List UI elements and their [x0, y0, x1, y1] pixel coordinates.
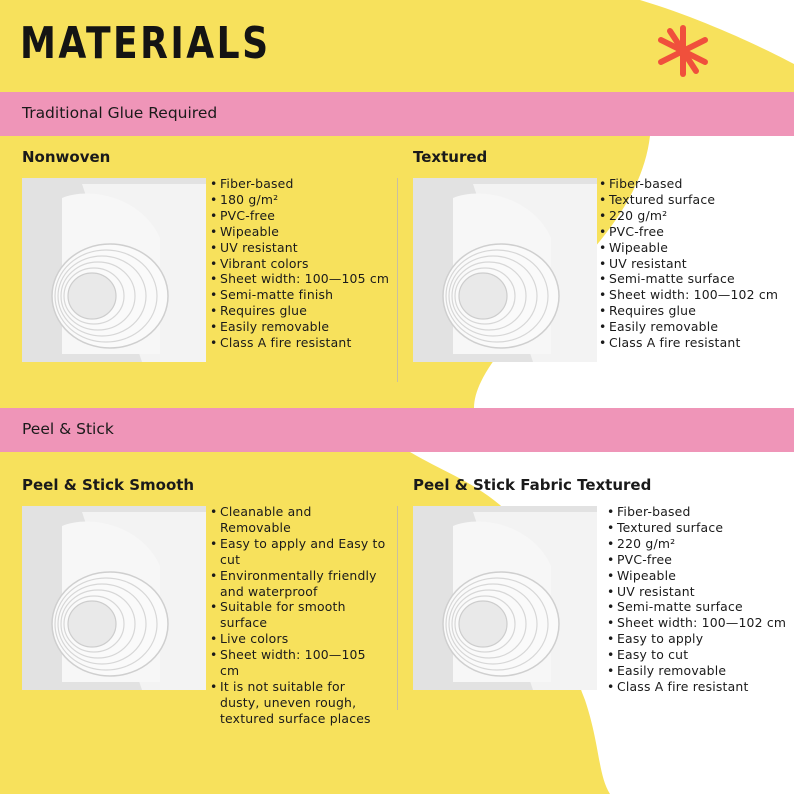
product-peel-stick-fabric-textured [413, 476, 793, 736]
section-header-traditional-glue [0, 92, 794, 136]
feature-item: • Fiber-based [599, 176, 778, 192]
feature-item: • Class A fire resistant [607, 679, 786, 695]
feature-item: • Requires glue [599, 303, 778, 319]
feature-item: • UV resistant [210, 240, 389, 256]
feature-item: • UV resistant [599, 256, 778, 272]
feature-item: • Suitable for smooth surface [210, 599, 386, 631]
feature-item: • Semi-matte surface [607, 599, 786, 615]
feature-item: • Easy to apply and Easy to cut [210, 536, 386, 568]
wallpaper-roll-image [22, 506, 206, 690]
product-textured [413, 148, 793, 368]
feature-item: • Semi-matte surface [599, 271, 778, 287]
feature-item: • Vibrant colors [210, 256, 389, 272]
feature-item: • Fiber-based [210, 176, 389, 192]
feature-item: • Sheet width: 100—102 cm [607, 615, 786, 631]
wallpaper-roll-image [413, 506, 597, 690]
feature-item: • Sheet width: 100—105 cm [210, 271, 389, 287]
feature-item: • 180 g/m² [210, 192, 389, 208]
feature-item: • Sheet width: 100—105 cm [210, 647, 386, 679]
feature-item: • Textured surface [607, 520, 786, 536]
feature-item: • Wipeable [210, 224, 389, 240]
feature-item: • 220 g/m² [607, 536, 786, 552]
feature-item: • Textured surface [599, 192, 778, 208]
feature-item: • Class A fire resistant [210, 335, 389, 351]
feature-item: • Environmentally friendly and waterproof [210, 568, 386, 600]
feature-list [607, 504, 786, 695]
product-title: Peel & Stick Smooth [22, 476, 195, 494]
feature-item: • Easy to cut [607, 647, 786, 663]
feature-item: • PVC-free [599, 224, 778, 240]
wallpaper-roll-image [413, 178, 597, 362]
feature-item: • UV resistant [607, 584, 786, 600]
feature-item: • Live colors [210, 631, 386, 647]
feature-item: • 220 g/m² [599, 208, 778, 224]
feature-item: • Wipeable [607, 568, 786, 584]
wallpaper-roll-image [22, 178, 206, 362]
feature-item: • Requires glue [210, 303, 389, 319]
column-divider [397, 506, 398, 710]
feature-item: • Class A fire resistant [599, 335, 778, 351]
feature-item: • Wipeable [599, 240, 778, 256]
feature-list [210, 176, 389, 351]
feature-list [210, 504, 386, 727]
feature-item: • PVC-free [607, 552, 786, 568]
feature-list [599, 176, 778, 351]
section-header-peel-and-stick [0, 408, 794, 452]
asterisk-icon [650, 18, 716, 84]
feature-item: • Semi-matte finish [210, 287, 389, 303]
product-title: Peel & Stick Fabric Textured [413, 476, 652, 494]
section-label: Peel & Stick [22, 420, 114, 438]
feature-item: • Easily removable [210, 319, 389, 335]
feature-item: • Cleanable and Removable [210, 504, 386, 536]
product-title: Textured [413, 148, 488, 166]
feature-item: • Easy to apply [607, 631, 786, 647]
product-nonwoven [22, 148, 392, 368]
product-title: Nonwoven [22, 148, 111, 166]
column-divider [397, 178, 398, 382]
product-peel-stick-smooth [22, 476, 392, 736]
page-title: MATERIALS [20, 18, 271, 69]
feature-item: • Sheet width: 100—102 cm [599, 287, 778, 303]
feature-item: • It is not suitable for dusty, uneven rough, textured surface places [210, 679, 386, 727]
feature-item: • Fiber-based [607, 504, 786, 520]
feature-item: • PVC-free [210, 208, 389, 224]
section-label: Traditional Glue Required [22, 104, 218, 122]
feature-item: • Easily removable [607, 663, 786, 679]
feature-item: • Easily removable [599, 319, 778, 335]
